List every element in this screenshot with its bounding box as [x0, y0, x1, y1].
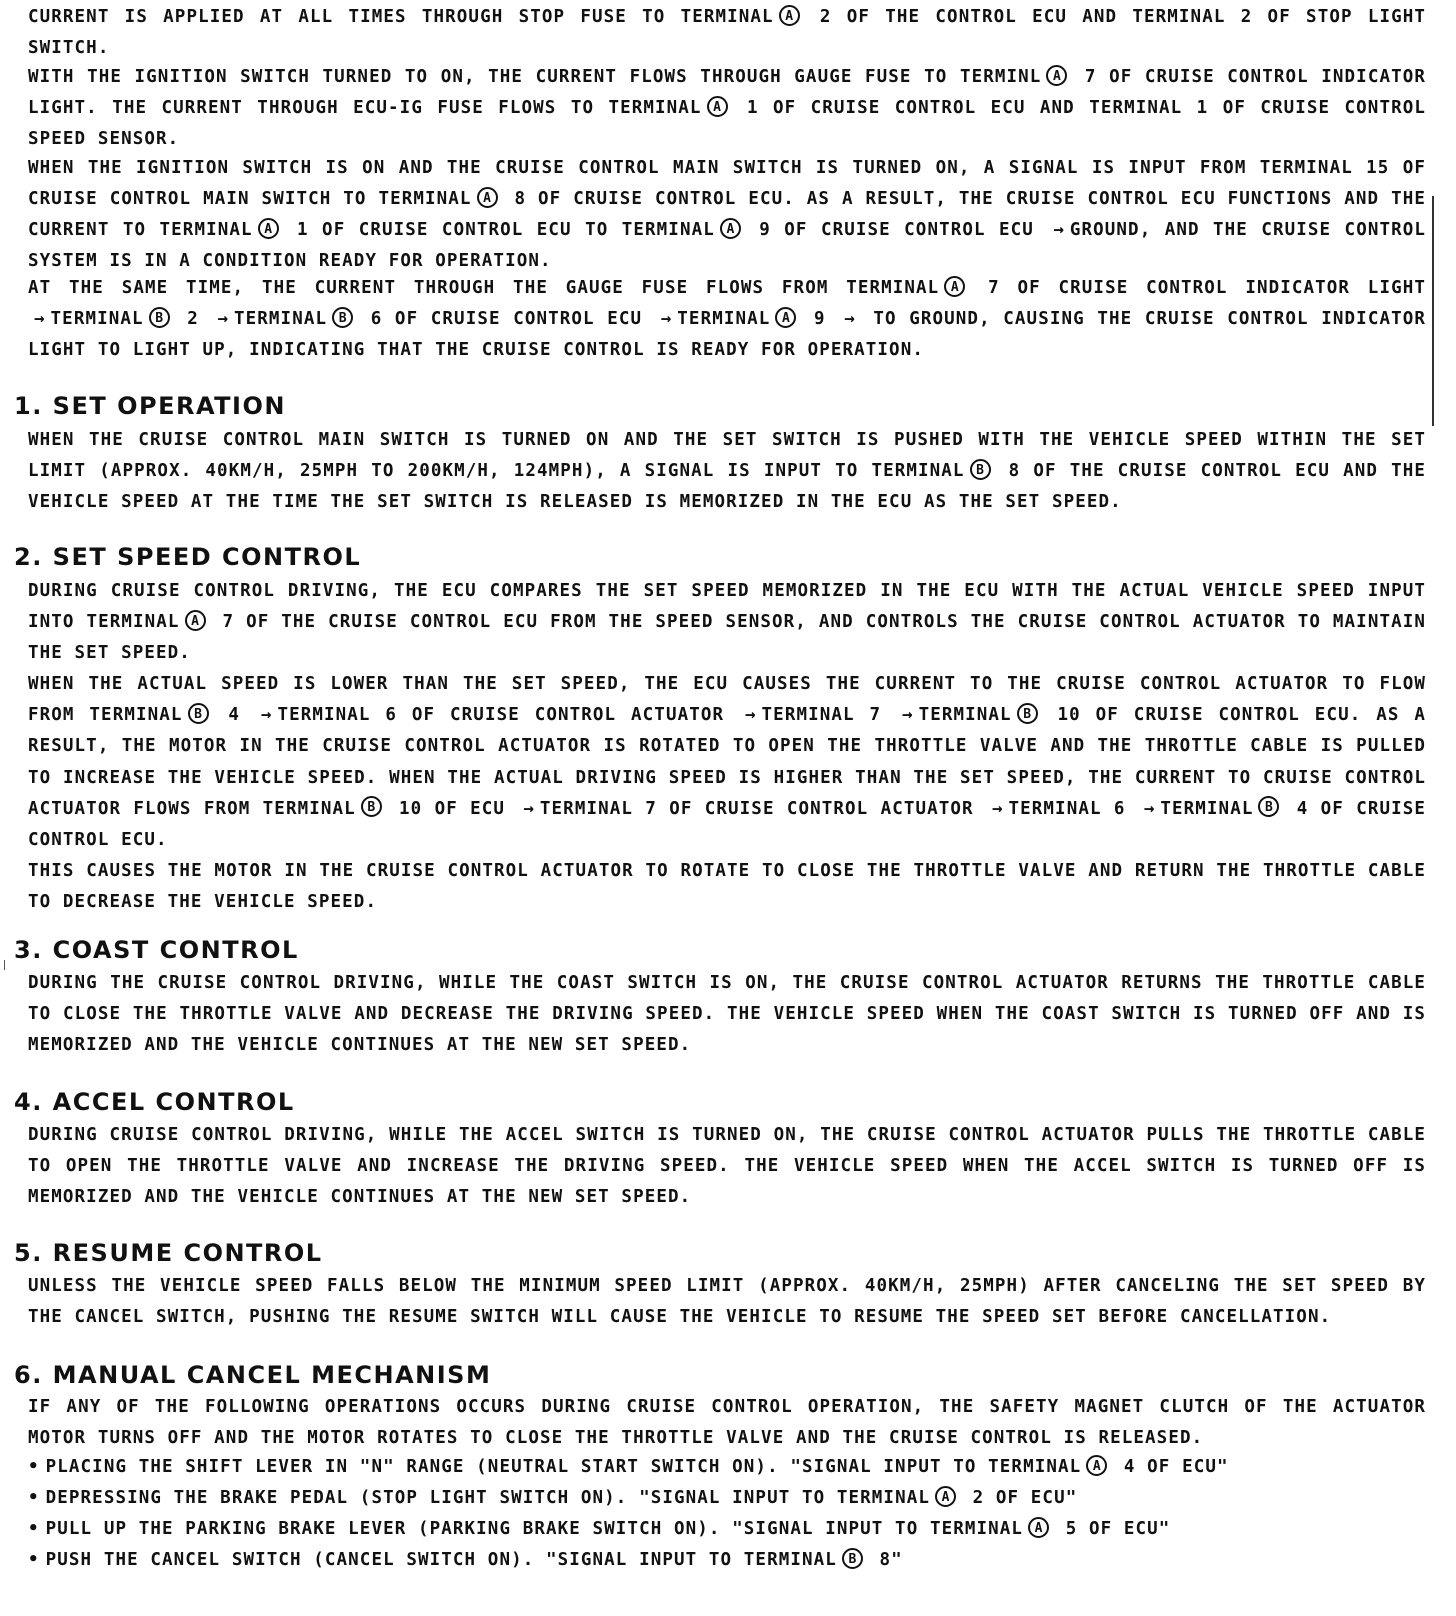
bold-term: TERMINAL [621, 220, 715, 241]
text-run: 8 OF CRUISE CONTROL ECU. AS A RESULT, THE CRUISE CONTROL ECU FUNCTIONS AND THE CURRENT TO [28, 189, 1426, 241]
section-paragraph [28, 968, 1426, 1061]
bold-term: TERMINAL [677, 309, 771, 330]
text-run: OF ECU" [1077, 1519, 1171, 1540]
bold-term: TERMINAL [836, 1488, 930, 1509]
text-run: AT THE SAME TIME, THE CURRENT THROUGH THE GAUGE FUSE FLOWS FROM [28, 278, 847, 298]
text-run: 9 OF CRUISE CONTROL ECU [745, 220, 1048, 241]
text-run: 4 OF CRUISE CONTROL ECU. [28, 798, 1427, 850]
text-run: DURING THE CRUISE CONTROL DRIVING, WHILE THE COAST SWITCH IS ON, THE CRUISE CONTROL ACTUATOR RETURNS THE THROTTLE CABLE TO CLOSE THE THROTTLE VALVE AND DECREASE THE DRIVING SPEED. THE VEHICLE SPEED WHEN THE COAST SWITCH IS TURNED OFF AND IS MEMORIZED AND THE VEHICLE CONTINUES AT THE NEW SET SPEED. [28, 973, 1426, 1056]
text-run [1126, 799, 1138, 819]
section-paragraph [28, 576, 1426, 669]
bold-term: 4 [1112, 1457, 1136, 1477]
text-run: , CAUSING THE CRUISE CONTROL INDICATOR LIGHT TO LIGHT UP, INDICATING THAT THE CRUISE CONTROL IS READY FOR OPERATION. [28, 309, 1427, 361]
connector-marker-a: A [1086, 1455, 1107, 1476]
text-run: 2 OF ECU" [960, 1488, 1078, 1509]
bold-term: GROUND [1069, 220, 1140, 241]
arrow-icon: → [260, 705, 272, 726]
section-heading: 5. RESUME CONTROL [14, 1239, 323, 1267]
text-run: WITH THE IGNITION SWITCH TURNED TO ON, THE CURRENT FLOWS THROUGH GAUGE FUSE TO [28, 67, 960, 87]
text-run: 6 OF CRUISE CONTROL ECU [358, 309, 655, 330]
connector-marker-b: B [361, 796, 382, 817]
bold-term: TERMINAL [50, 309, 144, 330]
bold-term: TERMINAL [86, 612, 180, 633]
text-run: OF ECU" [1135, 1457, 1229, 1477]
bullet-icon: • [28, 1550, 40, 1571]
text-run: 9 [801, 309, 839, 330]
text-run: 1 OF CRUISE CONTROL ECU TO [283, 220, 622, 241]
connector-marker-a: A [185, 610, 206, 631]
bold-term: TERMINL [959, 67, 1042, 87]
list-item [28, 1483, 1426, 1514]
arrow-icon: → [1143, 798, 1155, 819]
bold-term: TERMINAL [871, 461, 965, 482]
section-body [0, 425, 1426, 518]
connector-marker-a: A [779, 5, 800, 26]
section-heading: 3. COAST CONTROL [14, 936, 299, 964]
text-run: PUSH THE CANCEL SWITCH (CANCEL SWITCH ON). "SIGNAL INPUT TO [45, 1550, 744, 1571]
connector-marker-b: B [970, 459, 991, 480]
bold-term: TERMINAL [680, 7, 774, 27]
bold-term: TERMINAL 2 [1132, 7, 1253, 27]
connector-marker-a: A [258, 218, 279, 239]
text-run: DURING CRUISE CONTROL DRIVING, WHILE THE ACCEL SWITCH IS TURNED ON, THE CRUISE CONTROL ACTUATOR PULLS THE THROTTLE CABLE TO OPEN THE THROTTLE VALVE AND INCREASE THE DRIVING SPEED. THE VEHICLE SPEED WHEN THE ACCEL SWITCH IS TURNED OFF IS MEMORIZED AND THE VEHICLE CONTINUES AT THE NEW SET SPEED. [28, 1125, 1426, 1208]
bold-term: TERMINAL 7 [539, 798, 657, 819]
text-run: 7 OF CRUISE CONTROL INDICATOR LIGHT [970, 278, 1426, 298]
connector-marker-b: B [188, 703, 209, 724]
text-run: ), A SIGNAL IS INPUT TO [583, 461, 872, 482]
section-paragraph [28, 1392, 1426, 1454]
arrow-icon: → [844, 309, 855, 330]
bold-term: 40KM/H, 25MPH [864, 1276, 1019, 1296]
bold-term: TERMINAL [846, 278, 940, 298]
text-run: DEPRESSING THE BRAKE PEDAL (STOP LIGHT SWITCH ON). "SIGNAL INPUT TO [45, 1488, 837, 1509]
bold-term: TERMINAL 15 [1259, 158, 1390, 178]
section-heading: 6. MANUAL CANCEL MECHANISM [14, 1361, 492, 1389]
text-run: ) AFTER CANCELING THE SET SPEED BY THE CANCEL SWITCH, PUSHING THE RESUME SWITCH WILL CAUSE THE VEHICLE TO RESUME THE SPEED SET BEFORE CANCELLATION. [28, 1276, 1427, 1328]
text-run: WHEN THE CRUISE CONTROL MAIN SWITCH IS TURNED ON AND THE SET SWITCH IS PUSHED WITH THE VEHICLE SPEED WITHIN THE SET LIMIT (APPROX. [28, 430, 1426, 482]
bold-term: 5 [1054, 1519, 1078, 1540]
bold-term: TERMINAL 7 [761, 705, 882, 726]
section-heading: 2. SET SPEED CONTROL [14, 543, 362, 571]
arrow-icon: → [745, 705, 756, 726]
connector-marker-a: A [944, 276, 965, 297]
bold-term: 200KM/H, 124MPH [407, 461, 584, 482]
bold-term: TERMINAL [1160, 798, 1254, 819]
intro-paragraph [28, 62, 1426, 155]
section-body [0, 1120, 1426, 1213]
arrow-icon: → [902, 705, 913, 726]
text-run: TO [358, 461, 408, 482]
bold-term: TERMINAL [262, 798, 356, 819]
section-paragraph [28, 669, 1426, 856]
section-paragraph [28, 1120, 1426, 1213]
arrow-icon: → [34, 309, 45, 330]
bold-term: TERMINAL [159, 220, 253, 241]
text-run: DURING CRUISE CONTROL DRIVING, THE ECU COMPARES THE SET SPEED MEMORIZED IN THE ECU WITH THE ACTUAL VEHICLE SPEED INPUT INTO [28, 581, 1426, 633]
text-run: WHEN THE IGNITION SWITCH IS ON AND THE CRUISE CONTROL MAIN SWITCH IS TURNED ON, A SIGNAL IS INPUT FROM [28, 158, 1260, 178]
bold-term: TERMINAL [988, 1457, 1082, 1477]
section-paragraph [28, 856, 1426, 918]
bold-term: TERMINAL [378, 189, 472, 210]
text-run: UNLESS THE VEHICLE SPEED FALLS BELOW THE MINIMUM SPEED LIMIT (APPROX. [28, 1276, 865, 1296]
text-run: 2 OF THE CONTROL ECU AND [804, 7, 1133, 27]
text-run: 10 OF CRUISE CONTROL ECU. AS A RESULT, THE MOTOR IN THE CRUISE CONTROL ACTUATOR IS ROTATED TO OPEN THE THROTTLE VALVE AND THE THROTTLE CABLE IS PULLED TO INCREASE THE VEHICLE SPEED. WHEN THE ACTUAL DRIVING SPEED IS HIGHER THAN THE SET SPEED, THE CURRENT TO CRUISE CONTROL ACTUATOR FLOWS FROM [28, 705, 1426, 819]
section-heading: 1. SET OPERATION [14, 392, 286, 420]
text-run: PULL UP THE PARKING BRAKE LEVER (PARKING BRAKE SWITCH ON). "SIGNAL INPUT TO [45, 1519, 930, 1540]
text-run: 1 OF CRUISE CONTROL SPEED SENSOR. [28, 98, 1426, 150]
text-run: OF CRUISE CONTROL ACTUATOR [656, 798, 986, 819]
text-run: THIS CAUSES THE MOTOR IN THE CRUISE CONTROL ACTUATOR TO ROTATE TO CLOSE THE THROTTLE VALVE AND RETURN THE THROTTLE CABLE TO DECREASE THE VEHICLE SPEED. [28, 860, 1426, 912]
text-run: 8" [867, 1550, 903, 1571]
arrow-icon: → [660, 309, 672, 330]
connector-marker-a: A [707, 96, 728, 117]
text-run: 4 [213, 705, 255, 726]
text-run: 2 [174, 309, 212, 330]
bold-term: TERMINAL [743, 1550, 837, 1571]
connector-marker-b: B [1017, 703, 1038, 724]
section-body [0, 576, 1427, 918]
connector-marker-a: A [935, 1486, 956, 1507]
arrow-icon: → [217, 309, 229, 330]
bold-term: TERMINAL 6 [277, 705, 398, 726]
text-run: OF STOP LIGHT SWITCH. [28, 7, 1427, 59]
bullet-icon: • [28, 1488, 40, 1509]
bullet-icon: • [28, 1457, 40, 1477]
list-item [28, 1514, 1426, 1545]
connector-marker-a: A [477, 187, 498, 208]
list-item [28, 1545, 1426, 1576]
cancel-conditions-list [28, 1452, 1426, 1576]
intro-paragraph [28, 153, 1426, 277]
bold-term: GROUND [909, 309, 980, 330]
bold-term: 40KM/H, 25MPH [205, 461, 359, 482]
text-run [881, 705, 896, 725]
arrow-icon: → [991, 798, 1003, 819]
connector-marker-b: B [332, 307, 353, 328]
bold-term: TERMINAL [1089, 98, 1183, 119]
text-run: , AND THE CRUISE CONTROL SYSTEM IS IN A CONDITION READY FOR OPERATION. [28, 220, 1427, 272]
connector-marker-a: A [720, 218, 741, 239]
bold-term: TERMINAL [918, 705, 1012, 726]
connector-marker-b: B [842, 1548, 863, 1569]
intro-paragraph [28, 2, 1426, 64]
text-run: 10 OF ECU [386, 798, 518, 819]
arrow-icon: → [1053, 220, 1064, 241]
text-run: PLACING THE SHIFT LEVER IN "N" RANGE (NEUTRAL START SWITCH ON). "SIGNAL INPUT TO [45, 1457, 989, 1477]
text-run: OF CRUISE CONTROL ACTUATOR [397, 705, 739, 726]
text-run: 8 OF THE CRUISE CONTROL ECU AND THE VEHICLE SPEED AT THE TIME THE SET SWITCH IS RELEASED IS MEMORIZED IN THE ECU AS THE SET SPEED. [28, 461, 1426, 513]
margin-rule [1432, 196, 1434, 426]
text-run: OF CRUISE CONTROL MAIN SWITCH TO [28, 158, 1426, 210]
text-run: TO [860, 309, 910, 330]
section-paragraph [28, 1271, 1426, 1333]
section-body [0, 1271, 1427, 1333]
bold-term: TERMINAL [929, 1519, 1024, 1540]
bullet-icon: • [28, 1519, 40, 1540]
connector-marker-b: B [1258, 796, 1279, 817]
connector-marker-a: A [1046, 65, 1067, 86]
list-item [28, 1452, 1426, 1483]
connector-marker-a: A [1028, 1517, 1049, 1538]
connector-marker-b: B [149, 307, 170, 328]
text-run: 7 OF THE CRUISE CONTROL ECU FROM THE SPEED SENSOR, AND CONTROLS THE CRUISE CONTROL ACTUATOR TO MAINTAIN THE SET SPEED. [28, 612, 1426, 664]
text-run: IF ANY OF THE FOLLOWING OPERATIONS OCCURS DURING CRUISE CONTROL OPERATION, THE SAFETY MAGNET CLUTCH OF THE ACTUATOR MOTOR TURNS OFF AND THE MOTOR ROTATES TO CLOSE THE THROTTLE VALVE AND THE CRUISE CONTROL IS RELEASED. [28, 1397, 1426, 1449]
bold-term: TERMINAL 6 [1008, 798, 1126, 819]
section-heading: 4. ACCEL CONTROL [14, 1088, 295, 1116]
bold-term: TERMINAL [608, 98, 702, 119]
section-paragraph [28, 425, 1426, 518]
text-run: 7 OF CRUISE CONTROL INDICATOR LIGHT. THE CURRENT THROUGH ECU-IG FUSE FLOWS TO [28, 67, 1426, 119]
bold-term: TERMINAL [234, 309, 328, 330]
connector-marker-a: A [775, 307, 796, 328]
arrow-icon: → [523, 798, 534, 819]
text-run: WHEN THE ACTUAL SPEED IS LOWER THAN THE SET SPEED, THE ECU CAUSES THE CURRENT TO THE CRUISE CONTROL ACTUATOR TO FLOW FROM [28, 674, 1426, 726]
section-body [0, 1392, 1426, 1454]
text-run: 1 OF CRUISE CONTROL ECU AND [732, 98, 1090, 119]
text-run: CURRENT IS APPLIED AT ALL TIMES THROUGH STOP FUSE TO [28, 7, 681, 27]
section-body [0, 968, 1426, 1061]
bold-term: TERMINAL [89, 705, 183, 726]
intro-paragraph [28, 273, 1426, 366]
